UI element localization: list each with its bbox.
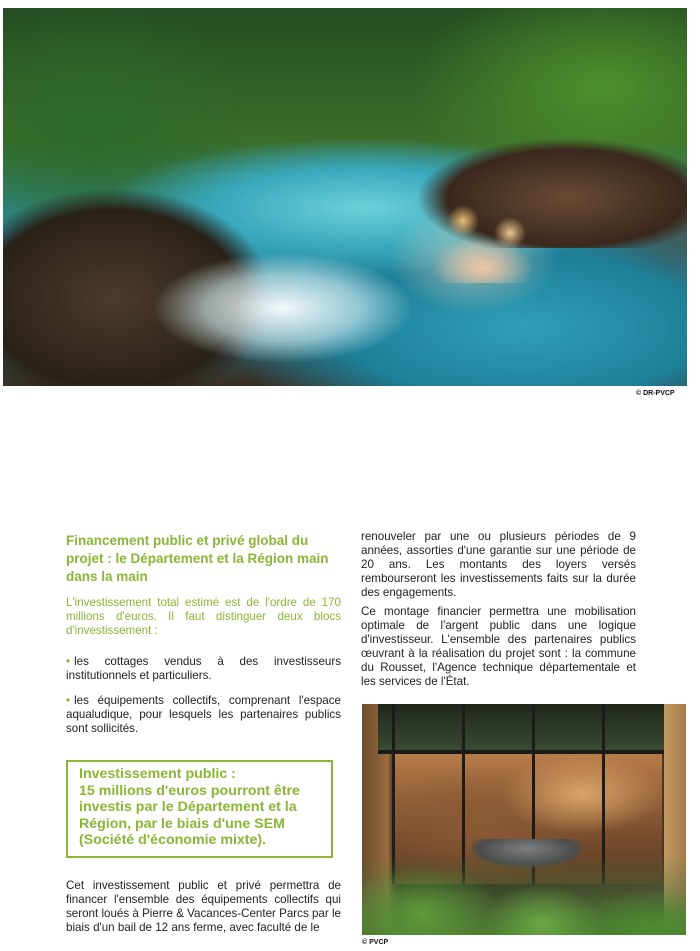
waterfall-foam bbox=[153, 248, 413, 368]
intro-paragraph: L'investissement total estimé est de l'ordre de 170 millions d'euros. Il faut distinguer deux blocs d'investissement : bbox=[66, 596, 341, 637]
body-paragraph-right-2: Ce montage financier permettra une mobilisation optimale de l'argent public dans une logique d'investisseur. L'ensemble des partenaires publics œuvrant à la réalisation du projet sont : la commune du Rousset, l'Agence technique départementale et les services de l'État. bbox=[361, 605, 636, 688]
bullet-mark: • bbox=[66, 694, 71, 707]
bullet-text: les cottages vendus à des investisseurs institutionnels et particuliers. bbox=[66, 655, 341, 682]
hero-photo-pool bbox=[3, 8, 687, 386]
foreground-plants bbox=[362, 854, 686, 935]
cottage-photo bbox=[362, 704, 686, 935]
photo-credit-top: © DR-PVCP bbox=[636, 390, 675, 397]
callout-title: Investissement public : bbox=[79, 766, 236, 782]
photo-credit-bottom: © PVCP bbox=[362, 939, 389, 946]
people-in-pool bbox=[428, 203, 538, 283]
bullet-text: les équipements collectifs, comprenant l'espace aqualudique, pour lesquels les partenaires publics sont sollicités. bbox=[66, 694, 341, 735]
body-paragraph-left: Cet investissement public et privé permettra de financer l'ensemble des équipements collectifs qui seront loués à Pierre & Vacances-Center Parcs par le biais d'un bail de 12 ans ferme, avec faculté de le bbox=[66, 879, 341, 934]
bullet-item-cottages bbox=[66, 655, 341, 683]
body-paragraph-right-1: renouveler par une ou plusieurs périodes de 9 années, assorties d'une garantie sur une période de 20 ans. Les montants des loyers versés rembourseront les investissements faits sur la durée des engagements. bbox=[361, 530, 636, 599]
callout-body: 15 millions d'euros pourront être investis par le Département et la Région, par le biais d'une SEM (Société d'économie mixte). bbox=[79, 783, 300, 848]
bullet-item-equipements bbox=[66, 694, 341, 736]
bullet-mark: • bbox=[66, 655, 71, 668]
section-heading: Financement public et privé global du projet : le Département et la Région main dans la main bbox=[66, 533, 329, 584]
window-frame-top bbox=[378, 704, 678, 754]
